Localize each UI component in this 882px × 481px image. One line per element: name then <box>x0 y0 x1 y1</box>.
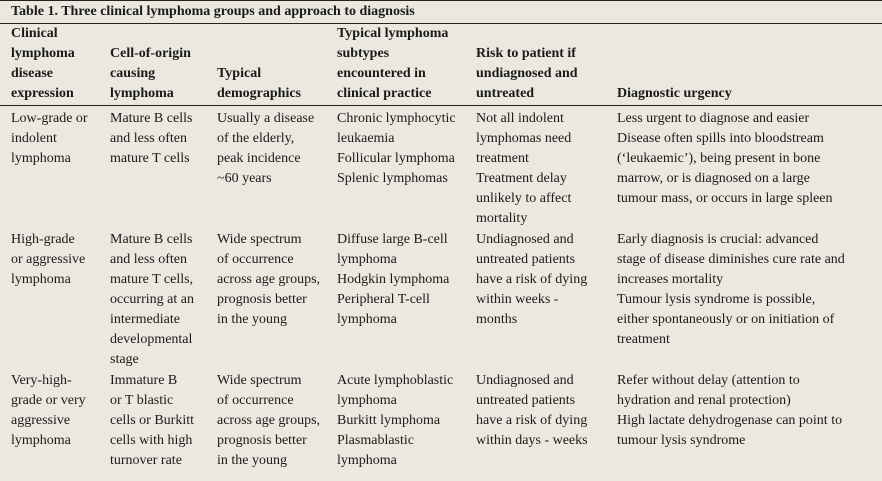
cell-line: Refer without delay (attention to <box>617 373 800 388</box>
cell-line: across age groups, <box>217 272 321 287</box>
table-cell-demographics <box>217 106 337 230</box>
header-line: expression <box>11 86 74 101</box>
lymphoma-table <box>0 24 882 471</box>
cell-line: treatment <box>617 332 670 347</box>
column-header-subtypes <box>337 24 476 106</box>
cell-line: mature T cells, <box>110 272 194 287</box>
cell-line: or T blastic <box>110 393 174 408</box>
cell-line: Mature B cells <box>110 232 193 247</box>
cell-line: and less often <box>110 252 187 267</box>
header-row <box>0 24 882 106</box>
header-line: subtypes <box>337 46 390 61</box>
cell-line: of the elderly, <box>217 131 295 146</box>
cell-line: either spontaneously or on initiation of <box>617 312 835 327</box>
cell-line: across age groups, <box>217 413 321 428</box>
cell-line: lymphoma <box>11 151 71 166</box>
table-cell-clinical-expression <box>0 370 110 471</box>
header-line: Typical <box>217 66 262 81</box>
cell-line: treatment <box>476 151 529 166</box>
cell-line: lymphoma <box>337 312 397 327</box>
cell-line: aggressive <box>11 413 71 428</box>
cell-line: of occurrence <box>217 393 294 408</box>
cell-line: High-grade <box>11 232 75 247</box>
table-cell-cell-of-origin <box>110 106 217 230</box>
table-row <box>0 106 882 230</box>
cell-line: lymphoma <box>337 453 397 468</box>
cell-line: Splenic lymphomas <box>337 171 448 186</box>
cell-line: ~60 years <box>217 171 272 186</box>
cell-line: in the young <box>217 312 287 327</box>
table-cell-risk <box>476 370 617 471</box>
cell-line: leukaemia <box>337 131 395 146</box>
table-header <box>0 24 882 106</box>
header-line: disease <box>11 66 53 81</box>
cell-line: intermediate <box>110 312 180 327</box>
cell-line: within weeks - <box>476 292 559 307</box>
header-line: encountered in <box>337 66 426 81</box>
table-cell-demographics <box>217 370 337 471</box>
column-header-cell-of-origin <box>110 24 217 106</box>
cell-line: cells or Burkitt <box>110 413 194 428</box>
cell-line: Chronic lymphocytic <box>337 111 456 126</box>
cell-line: Undiagnosed and <box>476 373 574 388</box>
cell-line: cells with high <box>110 433 193 448</box>
cell-line: Usually a disease <box>217 111 315 126</box>
table-cell-subtypes <box>337 229 476 370</box>
cell-line: Plasmablastic <box>337 433 414 448</box>
cell-line: in the young <box>217 453 287 468</box>
cell-line: Very-high- <box>11 373 72 388</box>
table-cell-cell-of-origin <box>110 370 217 471</box>
cell-line: Not all indolent <box>476 111 564 126</box>
header-line: Clinical <box>11 26 58 41</box>
cell-line: within days - weeks <box>476 433 588 448</box>
cell-line: lymphoma <box>11 272 71 287</box>
cell-line: lymphoma <box>337 393 397 408</box>
cell-line: indolent <box>11 131 57 146</box>
table-cell-clinical-expression <box>0 229 110 370</box>
header-line: Cell-of-origin <box>110 46 191 61</box>
cell-line: Wide spectrum <box>217 232 302 247</box>
column-header-risk <box>476 24 617 106</box>
table-cell-cell-of-origin <box>110 229 217 370</box>
header-line: lymphoma <box>11 46 75 61</box>
header-line: Risk to patient if <box>476 46 576 61</box>
cell-line: Disease often spills into bloodstream <box>617 131 824 146</box>
header-line: lymphoma <box>110 86 174 101</box>
table-cell-risk <box>476 106 617 230</box>
header-line: clinical practice <box>337 86 432 101</box>
header-line: causing <box>110 66 156 81</box>
table-cell-diagnostic-urgency <box>617 106 882 230</box>
cell-line: of occurrence <box>217 252 294 267</box>
cell-line: Mature B cells <box>110 111 193 126</box>
cell-line: (‘leukaemic’), being present in bone <box>617 151 821 166</box>
cell-line: Diffuse large B-cell <box>337 232 448 247</box>
table-cell-risk <box>476 229 617 370</box>
cell-line: prognosis better <box>217 292 307 307</box>
cell-line: Wide spectrum <box>217 373 302 388</box>
table-cell-clinical-expression <box>0 106 110 230</box>
cell-line: hydration and renal protection) <box>617 393 791 408</box>
cell-line: have a risk of dying <box>476 413 588 428</box>
cell-line: unlikely to affect <box>476 191 572 206</box>
cell-line: months <box>476 312 518 327</box>
cell-line: prognosis better <box>217 433 307 448</box>
cell-line: lymphoma <box>337 252 397 267</box>
column-header-clinical-expression <box>0 24 110 106</box>
cell-line: Less urgent to diagnose and easier <box>617 111 810 126</box>
table-row <box>0 229 882 370</box>
cell-line: Immature B <box>110 373 178 388</box>
cell-line: tumour lysis syndrome <box>617 433 746 448</box>
cell-line: stage <box>110 352 139 367</box>
cell-line: Early diagnosis is crucial: advanced <box>617 232 819 247</box>
cell-line: lymphoma <box>11 433 71 448</box>
cell-line: Acute lymphoblastic <box>337 373 454 388</box>
cell-line: or aggressive <box>11 252 86 267</box>
cell-line: tumour mass, or occurs in large spleen <box>617 191 833 206</box>
header-line: demographics <box>217 86 301 101</box>
cell-line: untreated patients <box>476 252 576 267</box>
cell-line: Undiagnosed and <box>476 232 574 247</box>
cell-line: Low-grade or <box>11 111 88 126</box>
cell-line: mortality <box>476 211 528 226</box>
table-cell-demographics <box>217 229 337 370</box>
cell-line: have a risk of dying <box>476 272 588 287</box>
cell-line: stage of disease diminishes cure rate and <box>617 252 845 267</box>
cell-line: and less often <box>110 131 187 146</box>
cell-line: Peripheral T-cell <box>337 292 430 307</box>
header-line: untreated <box>476 86 535 101</box>
table-cell-subtypes <box>337 370 476 471</box>
cell-line: grade or very <box>11 393 86 408</box>
cell-line: increases mortality <box>617 272 724 287</box>
table-cell-diagnostic-urgency <box>617 229 882 370</box>
cell-line: High lactate dehydrogenase can point to <box>617 413 843 428</box>
table-body <box>0 106 882 472</box>
column-header-diagnostic-urgency <box>617 24 882 106</box>
cell-line: Follicular lymphoma <box>337 151 455 166</box>
column-header-demographics <box>217 24 337 106</box>
cell-line: peak incidence <box>217 151 301 166</box>
cell-line: untreated patients <box>476 393 576 408</box>
cell-line: occurring at an <box>110 292 194 307</box>
cell-line: Treatment delay <box>476 171 567 186</box>
cell-line: developmental <box>110 332 193 347</box>
table-cell-diagnostic-urgency <box>617 370 882 471</box>
cell-line: lymphomas need <box>476 131 572 146</box>
table-row <box>0 370 882 471</box>
header-line: Typical lymphoma <box>337 26 449 41</box>
cell-line: marrow, or is diagnosed on a large <box>617 171 810 186</box>
cell-line: Burkitt lymphoma <box>337 413 441 428</box>
header-line: Diagnostic urgency <box>617 86 732 101</box>
header-line: undiagnosed and <box>476 66 578 81</box>
cell-line: Tumour lysis syndrome is possible, <box>617 292 816 307</box>
table-cell-subtypes <box>337 106 476 230</box>
cell-line: Hodgkin lymphoma <box>337 272 450 287</box>
cell-line: turnover rate <box>110 453 182 468</box>
table-caption: Table 1. Three clinical lymphoma groups and approach to diagnosis <box>0 0 882 24</box>
cell-line: mature T cells <box>110 151 190 166</box>
